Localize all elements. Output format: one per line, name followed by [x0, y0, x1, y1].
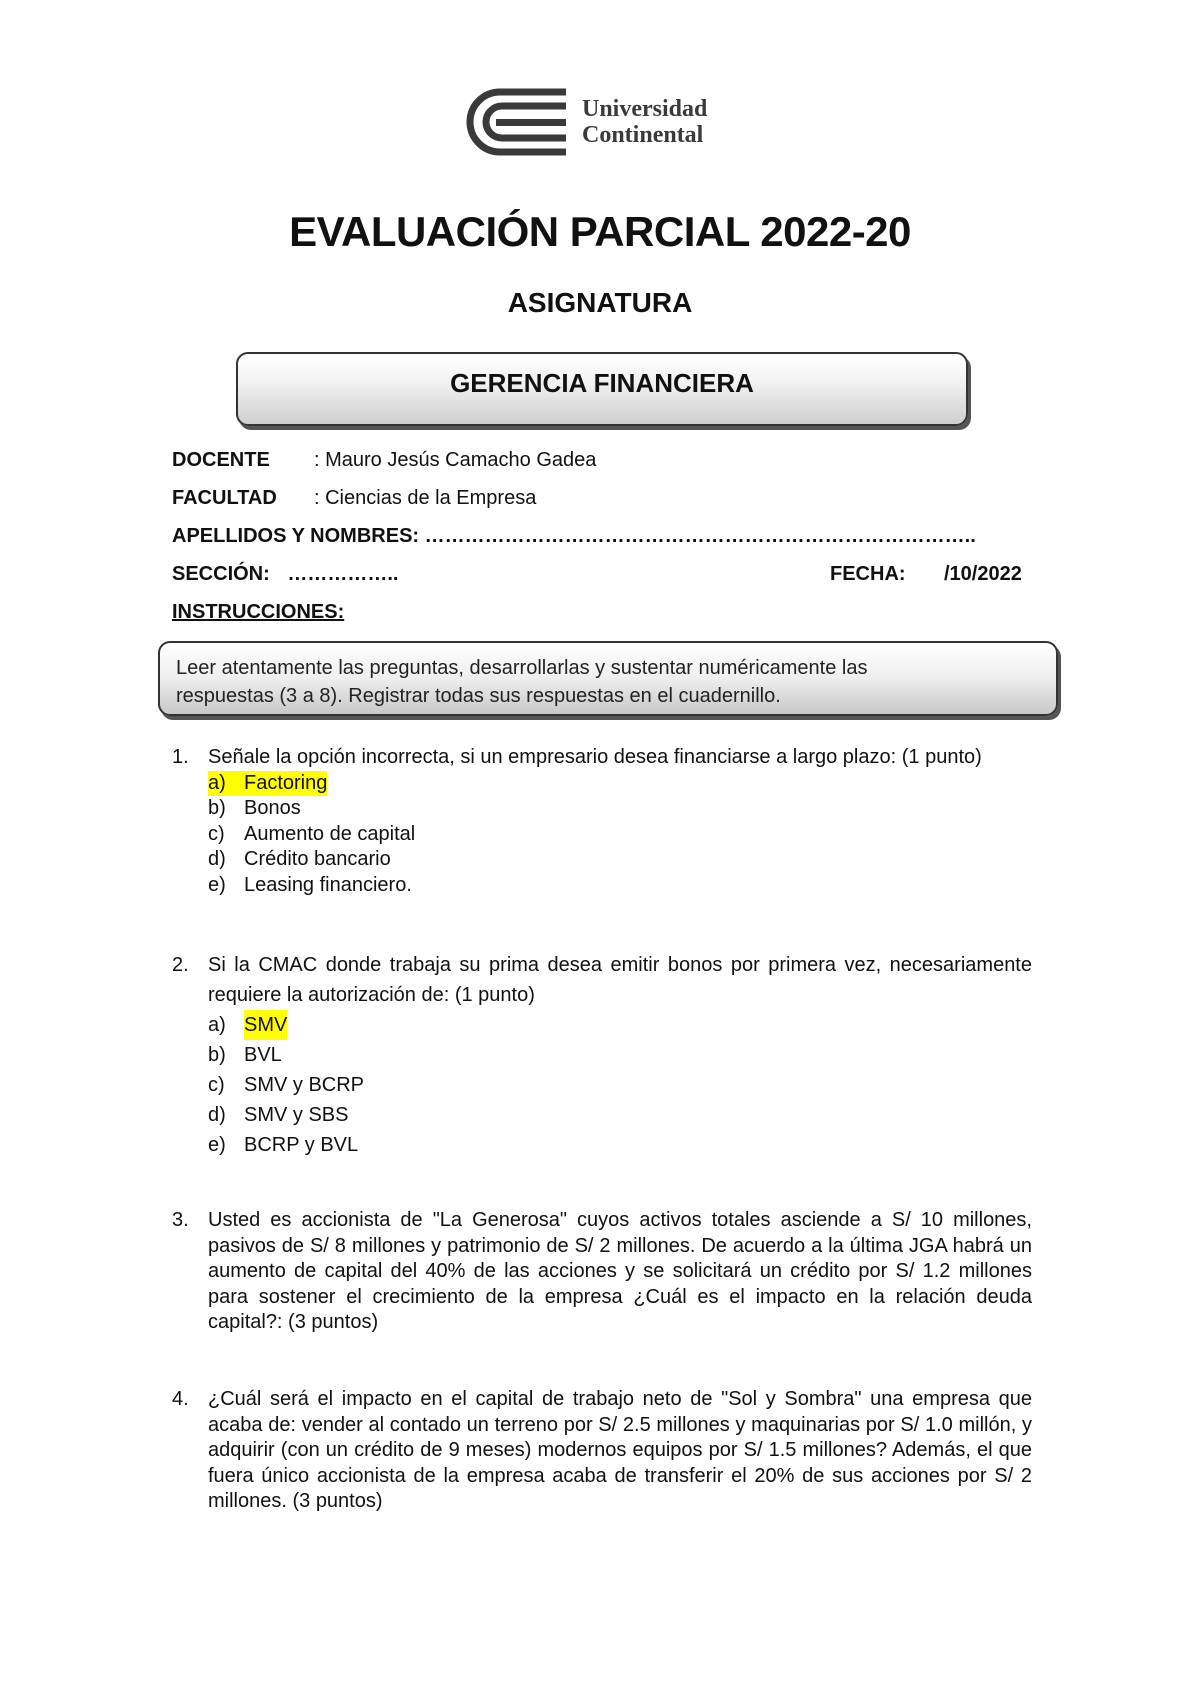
option-highlight	[208, 771, 327, 797]
option-letter: b)	[208, 797, 226, 819]
option-letter: e)	[208, 873, 226, 896]
university-logo	[466, 86, 756, 158]
course-name: GERENCIA FINANCIERA	[450, 368, 754, 398]
option-letter: a)	[208, 1014, 226, 1036]
instructions-line-2: respuestas (3 a 8). Registrar todas sus respuestas en el cuadernillo.	[176, 685, 781, 707]
question-3	[172, 1208, 1032, 1336]
option-letter: e)	[208, 1134, 226, 1156]
option-item	[208, 796, 1032, 822]
logo-line-2: Continental	[582, 122, 704, 148]
option-text: Bonos	[244, 797, 301, 819]
seccion-blank: ……………..	[287, 563, 399, 585]
option-letter: b)	[208, 1044, 226, 1066]
option-item	[208, 847, 1032, 873]
question-number: 4.	[172, 1388, 189, 1410]
option-text: Crédito bancario	[244, 848, 391, 870]
option-text: BCRP y BVL	[244, 1134, 359, 1156]
nombres-blank: ………………………………………………………………………..	[424, 525, 976, 547]
option-item	[208, 1010, 1032, 1040]
option-text: SMV y SBS	[244, 1104, 349, 1126]
docente-value: : Mauro Jesús Camacho Gadea	[314, 449, 597, 471]
question-text: ¿Cuál será el impacto en el capital de trabajo neto de "Sol y Sombra" una empresa que acaba de: vender al contado un terreno por S/ 2.5 millones y maquinarias por S/ 1.0 millón, y adquirir (con un crédito de 9 meses) modernos equipos por S/ 1.5 millones? Además, el que fuera único accionista de la empresa acaba de transferir el 20% de sus acciones por S/ 2 millones. (3 puntos)	[208, 1388, 1032, 1512]
option-text: Factoring	[244, 771, 328, 794]
question-2	[172, 950, 1032, 1160]
nombres-label: APELLIDOS Y NOMBRES:	[172, 525, 420, 547]
course-name-box	[236, 352, 968, 426]
option-letter: c)	[208, 822, 225, 845]
facultad-row	[172, 487, 536, 510]
question-number: 2.	[172, 954, 189, 976]
instructions-box	[158, 641, 1058, 716]
option-item	[208, 1130, 1032, 1160]
question-number: 3.	[172, 1209, 189, 1231]
instrucciones-row	[172, 601, 344, 624]
option-item	[208, 822, 1032, 848]
facultad-label: FACULTAD	[172, 487, 277, 509]
docente-row	[172, 449, 596, 472]
option-letter: d)	[208, 848, 226, 870]
option-letter: c)	[208, 1074, 225, 1096]
facultad-value: : Ciencias de la Empresa	[314, 487, 537, 509]
option-text: Aumento de capital	[244, 822, 416, 845]
exam-title: EVALUACIÓN PARCIAL 2022-20	[289, 208, 911, 255]
subject-heading: ASIGNATURA	[507, 287, 693, 318]
logo-line-1: Universidad	[582, 96, 708, 122]
option-text: SMV	[244, 1010, 287, 1040]
docente-label: DOCENTE	[172, 449, 270, 471]
question-text: Si la CMAC donde trabaja su prima desea emitir bonos por primera vez, necesariamente requiere la autorización de: (1 punto)	[208, 954, 1032, 1006]
option-item	[208, 1100, 1032, 1130]
option-list	[208, 771, 1032, 899]
fecha-label: FECHA:	[830, 563, 906, 585]
question-text: Señale la opción incorrecta, si un empresario desea financiarse a largo plazo: (1 punto)	[208, 746, 982, 768]
logo-text	[582, 96, 707, 148]
option-letter: a)	[208, 771, 226, 794]
nombres-row	[172, 525, 1032, 548]
university-c-logo-icon	[466, 86, 574, 158]
option-item	[208, 1040, 1032, 1070]
option-item	[208, 873, 1032, 899]
option-text: Leasing financiero.	[244, 873, 412, 896]
option-letter: d)	[208, 1104, 226, 1126]
option-text: SMV y BCRP	[244, 1074, 365, 1096]
option-item	[208, 1070, 1032, 1100]
option-list	[208, 1010, 1032, 1160]
question-text: Usted es accionista de "La Generosa" cuyos activos totales asciende a S/ 10 millones, pasivos de S/ 8 millones y patrimonio de S/ 2 millones. De acuerdo a la última JGA habrá un aumento de capital del 40% de las acciones y se solicitará un crédito por S/ 1.2 millones para sostener el crecimiento de la empresa ¿Cuál es el impacto en la relación deuda capital?: (3 puntos)	[208, 1209, 1032, 1333]
instructions-line-1: Leer atentamente las preguntas, desarrollarlas y sustentar numéricamente las	[176, 657, 868, 679]
question-4	[172, 1387, 1032, 1515]
question-1	[172, 745, 1032, 898]
option-text: BVL	[244, 1044, 282, 1066]
option-item	[208, 771, 1032, 797]
seccion-row	[172, 563, 1032, 586]
instrucciones-label: INSTRUCCIONES:	[172, 601, 345, 623]
question-number: 1.	[172, 746, 189, 768]
seccion-label: SECCIÓN:	[172, 563, 270, 585]
fecha-value: /10/2022	[944, 563, 1022, 585]
